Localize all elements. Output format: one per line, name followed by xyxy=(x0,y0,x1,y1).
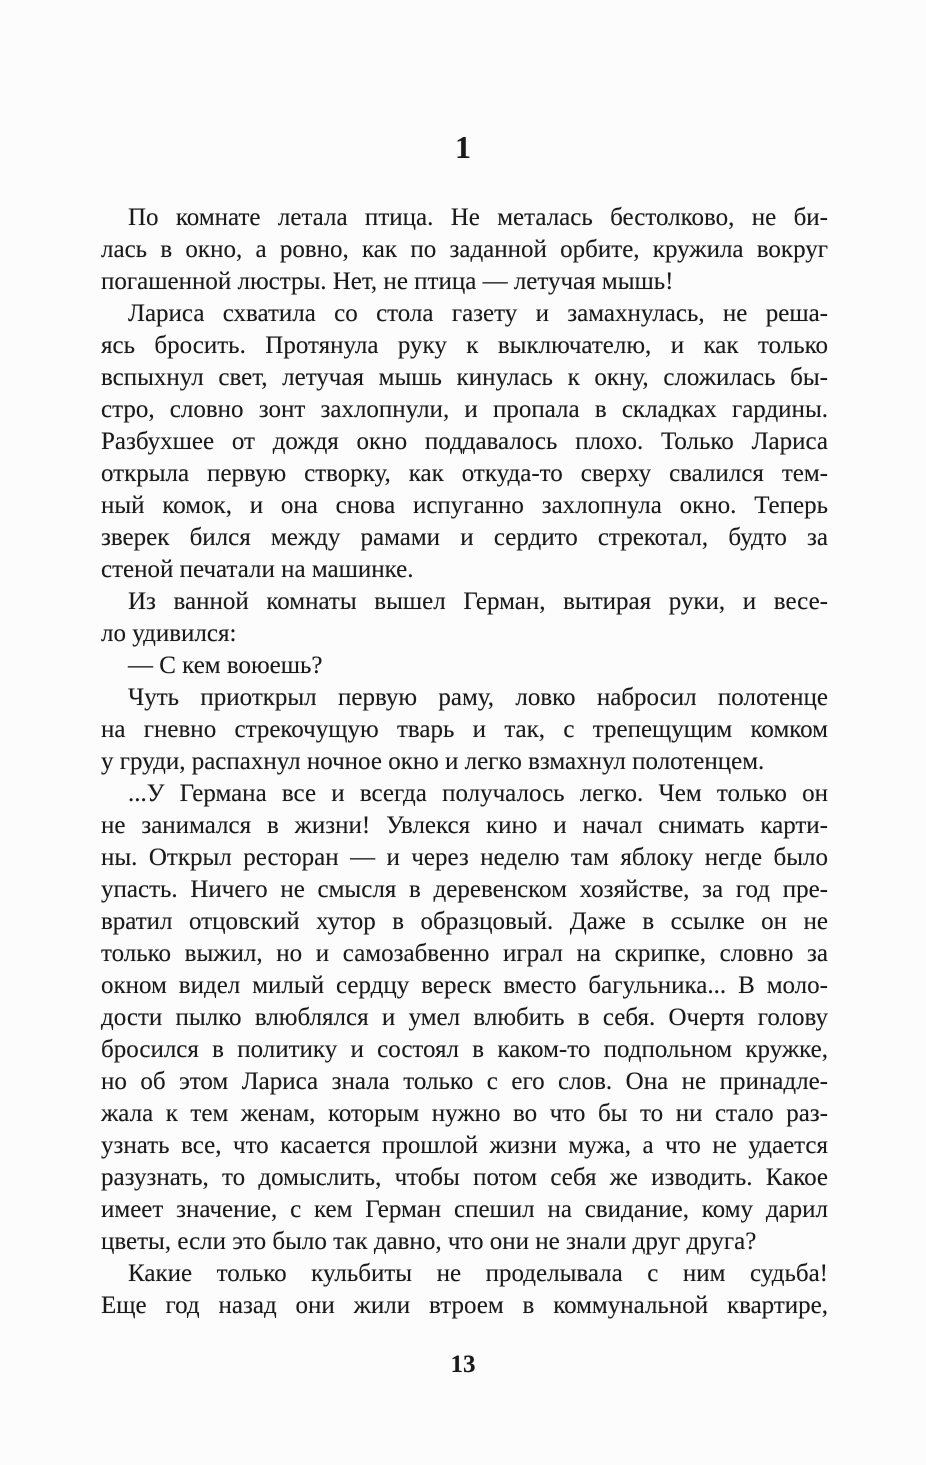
text-line: — С кем воюешь? xyxy=(128,652,323,679)
paragraph xyxy=(101,682,828,778)
text-line: цветы, если это было так давно, что они не знали друг друга? xyxy=(101,1228,757,1255)
text-line: Лариса схватила со стола газету и замахнулась, не реша- xyxy=(128,300,828,327)
text-line: вспыхнул свет, летучая мышь кинулась к окну, сложилась бы- xyxy=(101,364,828,391)
text-line: открыла первую створку, как откуда-то сверху свалился тем- xyxy=(101,460,828,487)
text-line: Разбухшее от дождя окно поддавалось плохо. Только Лариса xyxy=(101,428,828,455)
text-line: ло удивился: xyxy=(101,620,237,647)
text-line: бросился в политику и состоял в каком-то подпольном кружке, xyxy=(101,1036,828,1063)
paragraph xyxy=(101,586,828,650)
text-line: Из ванной комнаты вышел Герман, вытирая руки, и весе- xyxy=(128,588,828,615)
text-line: ны. Открыл ресторан — и через неделю там яблоку негде было xyxy=(101,844,828,871)
text-line: Еще год назад они жили втроем в коммунальной квартире, xyxy=(101,1292,828,1319)
text-line: на гневно стрекочущую тварь и так, с трепещущим комком xyxy=(101,716,828,743)
text-line: у груди, распахнул ночное окно и легко взмахнул полотенцем. xyxy=(101,748,765,775)
text-line: зверек бился между рамами и сердито стрекотал, будто за xyxy=(101,524,828,551)
text-line: не занимался в жизни! Увлекся кино и начал снимать карти- xyxy=(101,812,828,839)
chapter-heading: 1 xyxy=(455,129,471,165)
text-line: стеной печатали на машинке. xyxy=(101,556,414,583)
page-number: 13 xyxy=(450,1351,476,1378)
text-line: погашенной люстры. Нет, не птица — летучая мышь! xyxy=(101,268,674,295)
text-line: ный комок, и она снова испуганно захлопнула окно. Теперь xyxy=(101,492,828,519)
text-line: упасть. Ничего не смысля в деревенском хозяйстве, за год пре- xyxy=(101,876,828,903)
text-line: Какие только кульбиты не проделывала с ним судьба! xyxy=(128,1260,828,1287)
text-line: окном видел милый сердцу вереск вместо багульника... В моло- xyxy=(101,972,828,999)
paragraph xyxy=(101,298,828,586)
text-line: только выжил, но и самозабвенно играл на скрипке, словно за xyxy=(101,940,828,967)
text-line: разузнать, то домыслить, чтобы потом себя же изводить. Какое xyxy=(101,1164,828,1191)
text-line: дости пылко влюблялся и умел влюбить в себя. Очертя голову xyxy=(101,1004,828,1031)
text-line: лась в окно, а ровно, как по заданной орбите, кружила вокруг xyxy=(101,236,828,263)
paragraph xyxy=(101,202,828,298)
text-line: стро, словно зонт захлопнули, и пропала в складках гардины. xyxy=(101,396,828,423)
paragraph xyxy=(101,778,828,1258)
text-line: ясь бросить. Протянула руку к выключателю, и как только xyxy=(101,332,828,359)
text-line: вратил отцовский хутор в образцовый. Даже в ссылке он не xyxy=(101,908,828,935)
text-line: узнать все, что касается прошлой жизни мужа, а что не удается xyxy=(101,1132,828,1159)
text-line: жала к тем женам, которым нужно во что бы то ни стало раз- xyxy=(101,1100,828,1127)
paragraph xyxy=(101,1258,828,1322)
text-line: имеет значение, с кем Герман спешил на свидание, кому дарил xyxy=(101,1196,828,1223)
body-text xyxy=(101,202,828,1322)
text-line: ...У Германа все и всегда получалось легко. Чем только он xyxy=(128,780,828,807)
paragraph-dialogue xyxy=(101,650,828,682)
text-line: По комнате летала птица. Не металась бестолково, не би- xyxy=(128,204,828,231)
text-line: но об этом Лариса знала только с его слов. Она не принадле- xyxy=(101,1068,828,1095)
text-line: Чуть приоткрыл первую раму, ловко набросил полотенце xyxy=(128,684,828,711)
